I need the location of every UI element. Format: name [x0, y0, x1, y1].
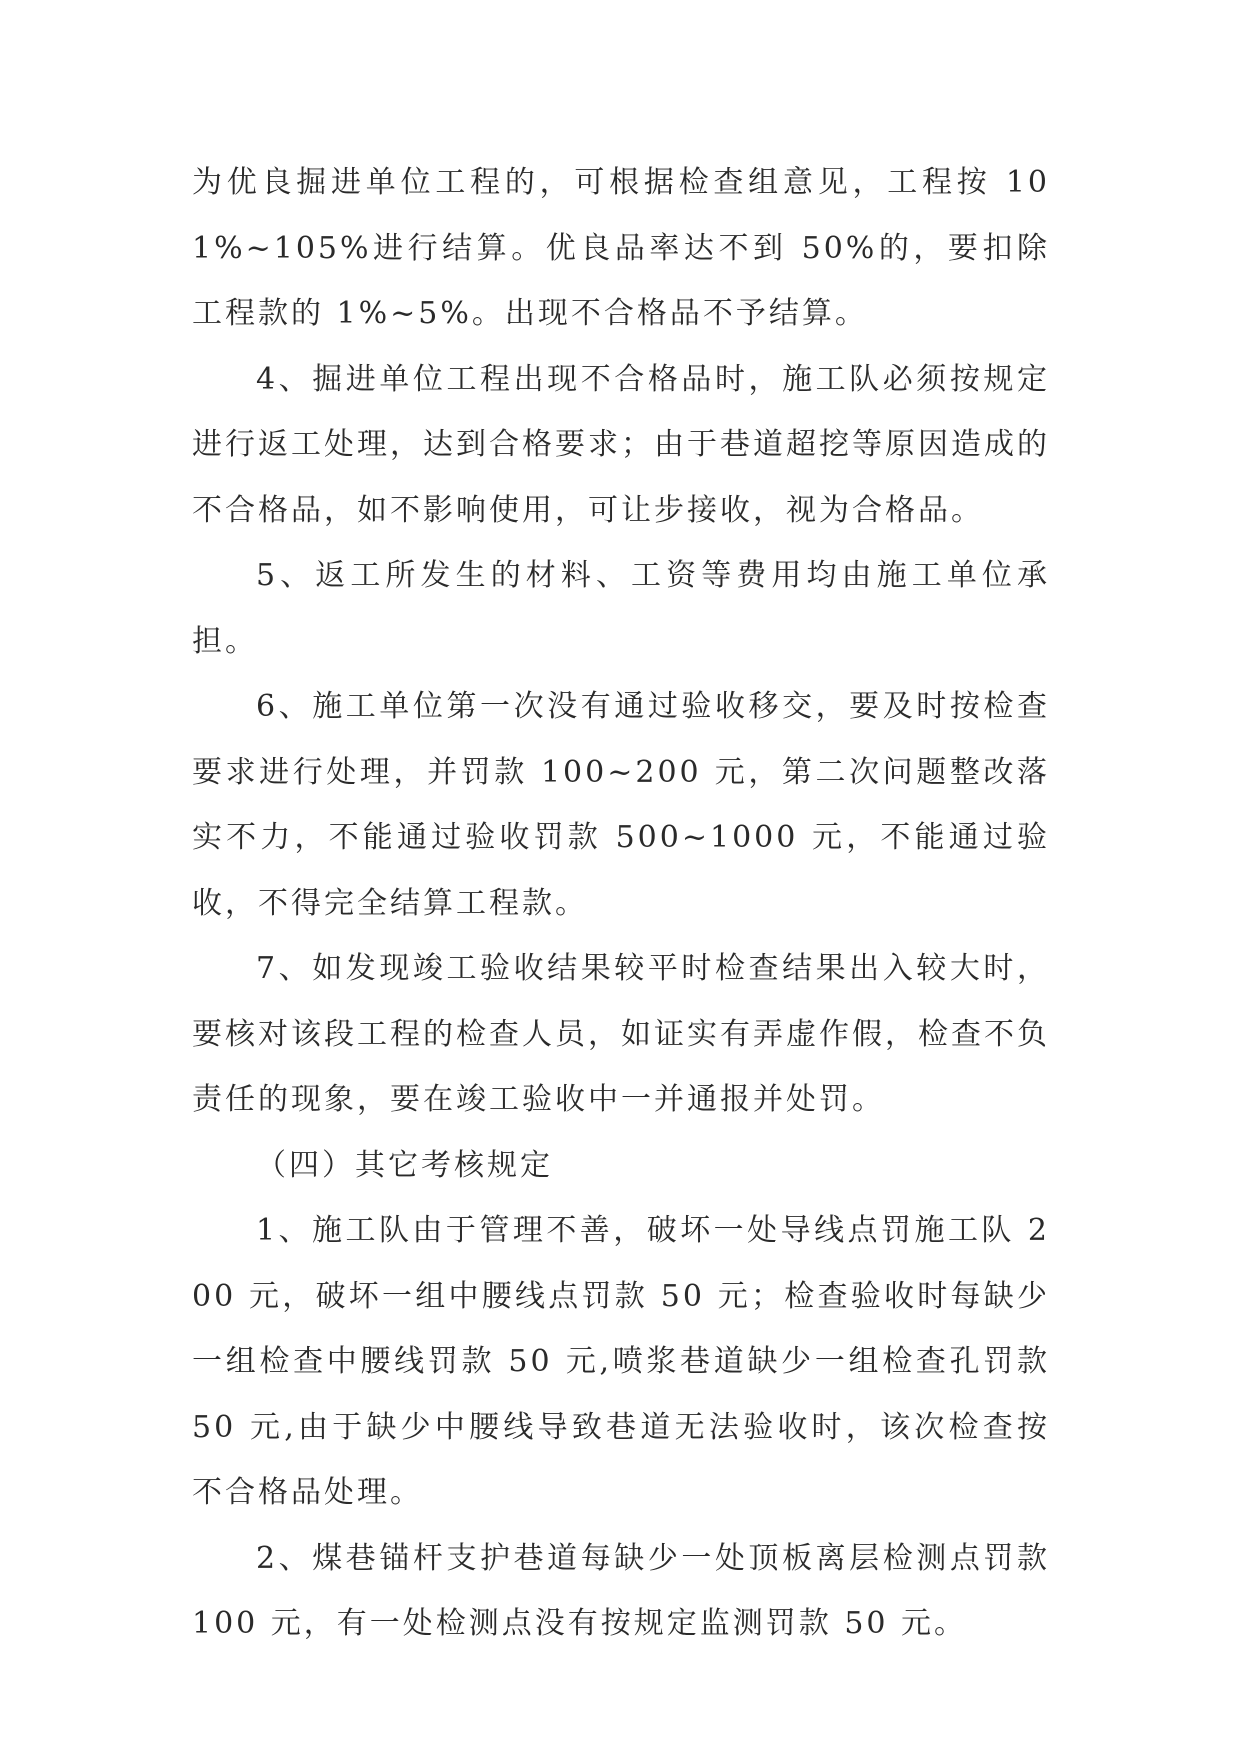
paragraph-item-7: 7、如发现竣工验收结果较平时检查结果出入较大时，要核对该段工程的检查人员，如证实有弄虚作假，检查不负责任的现象，要在竣工验收中一并通报并处罚。	[192, 951, 1050, 1117]
paragraph-rule-2: 2、煤巷锚杆支护巷道每缺少一处顶板离层检测点罚款 100 元，有一处检测点没有按规定监测罚款 50 元。	[192, 1540, 1050, 1641]
paragraph-rule-1: 1、施工队由于管理不善，破坏一处导线点罚施工队 200 元，破坏一组中腰线点罚款 50 元；检查验收时每缺少一组检查中腰线罚款 50 元,喷浆巷道缺少一组检查孔罚款 50 元,由于缺少中腰线导致巷道无法验收时，该次检查按不合格品处理。	[192, 1213, 1050, 1510]
paragraph-item-6: 6、施工单位第一次没有通过验收移交，要及时按检查要求进行处理，并罚款 100~200 元，第二次问题整改落实不力，不能通过验收罚款 500~1000 元，不能通过验收，不得完全结算工程款。	[192, 689, 1050, 921]
paragraph-item-4: 4、掘进单位工程出现不合格品时，施工队必须按规定进行返工处理，达到合格要求；由于巷道超挖等原因造成的不合格品，如不影响使用，可让步接收，视为合格品。	[192, 361, 1050, 528]
document-body	[192, 150, 1050, 1657]
paragraph-item-5: 5、返工所发生的材料、工资等费用均由施工单位承担。	[192, 558, 1050, 659]
section-heading-4: （四）其它考核规定	[256, 1147, 553, 1183]
paragraph-continuation: 为优良掘进单位工程的，可根据检查组意见，工程按 101%~105%进行结算。优良品率达不到 50%的，要扣除工程款的 1%~5%。出现不合格品不予结算。	[192, 165, 1050, 331]
